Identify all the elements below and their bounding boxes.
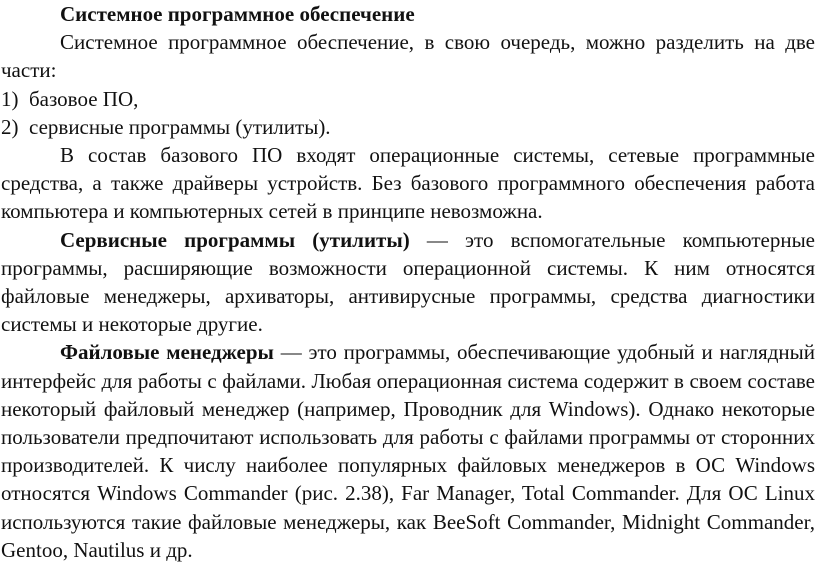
file-managers-paragraph (1, 338, 815, 564)
service-programs-term: Сервисные программы (утилиты) (60, 227, 410, 252)
service-programs-paragraph (1, 226, 815, 339)
list-text: базовое ПО, (29, 86, 139, 111)
section-heading: Системное программное обеспечение (60, 2, 415, 26)
list-item (1, 113, 815, 141)
list-number: 1) (1, 86, 19, 111)
service-programs-text: — это вспомогательные компьютерные программы, расширяющие возможности операционной системы. К ним относятся файловые менеджеры, архиваторы, антивирусные программы, средства диагностики системы и некоторые другие. (1, 227, 815, 337)
list-item (1, 85, 815, 113)
file-managers-term: Файловые менеджеры (60, 340, 274, 365)
list-text: сервисные программы (утилиты). (29, 114, 331, 139)
list-number: 2) (1, 114, 19, 139)
base-software-paragraph: В состав базового ПО входят операционные системы, сетевые программные средства, а также драйверы устройств. Без базового программного обеспечения работа компьютера и компьютерных сетей в принципе невозможна. (1, 143, 815, 224)
file-managers-text: — это программы, обеспечивающие удобный и наглядный интерфейс для работы с файлами. Любая операционная система содержит в своем составе некоторый файловый менеджер (например, Проводник для Windows). Однако некоторые пользователи предпочитают использовать для работы с файлами программы от сторонних производителей. К числу наиболее популярных файловых менеджеров в ОС Windows относятся Windows Commander (рис. 2.38), Far Manager, Total Commander. Для ОС Linux используются такие файловые менеджеры, как BeeSoft Commander, Midnight Commander, Gentoo, Nautilus и др. (1, 340, 815, 562)
document-page (1, 0, 815, 564)
intro-paragraph: Системное программное обеспечение, в свою очередь, можно разделить на две части: (1, 30, 815, 83)
